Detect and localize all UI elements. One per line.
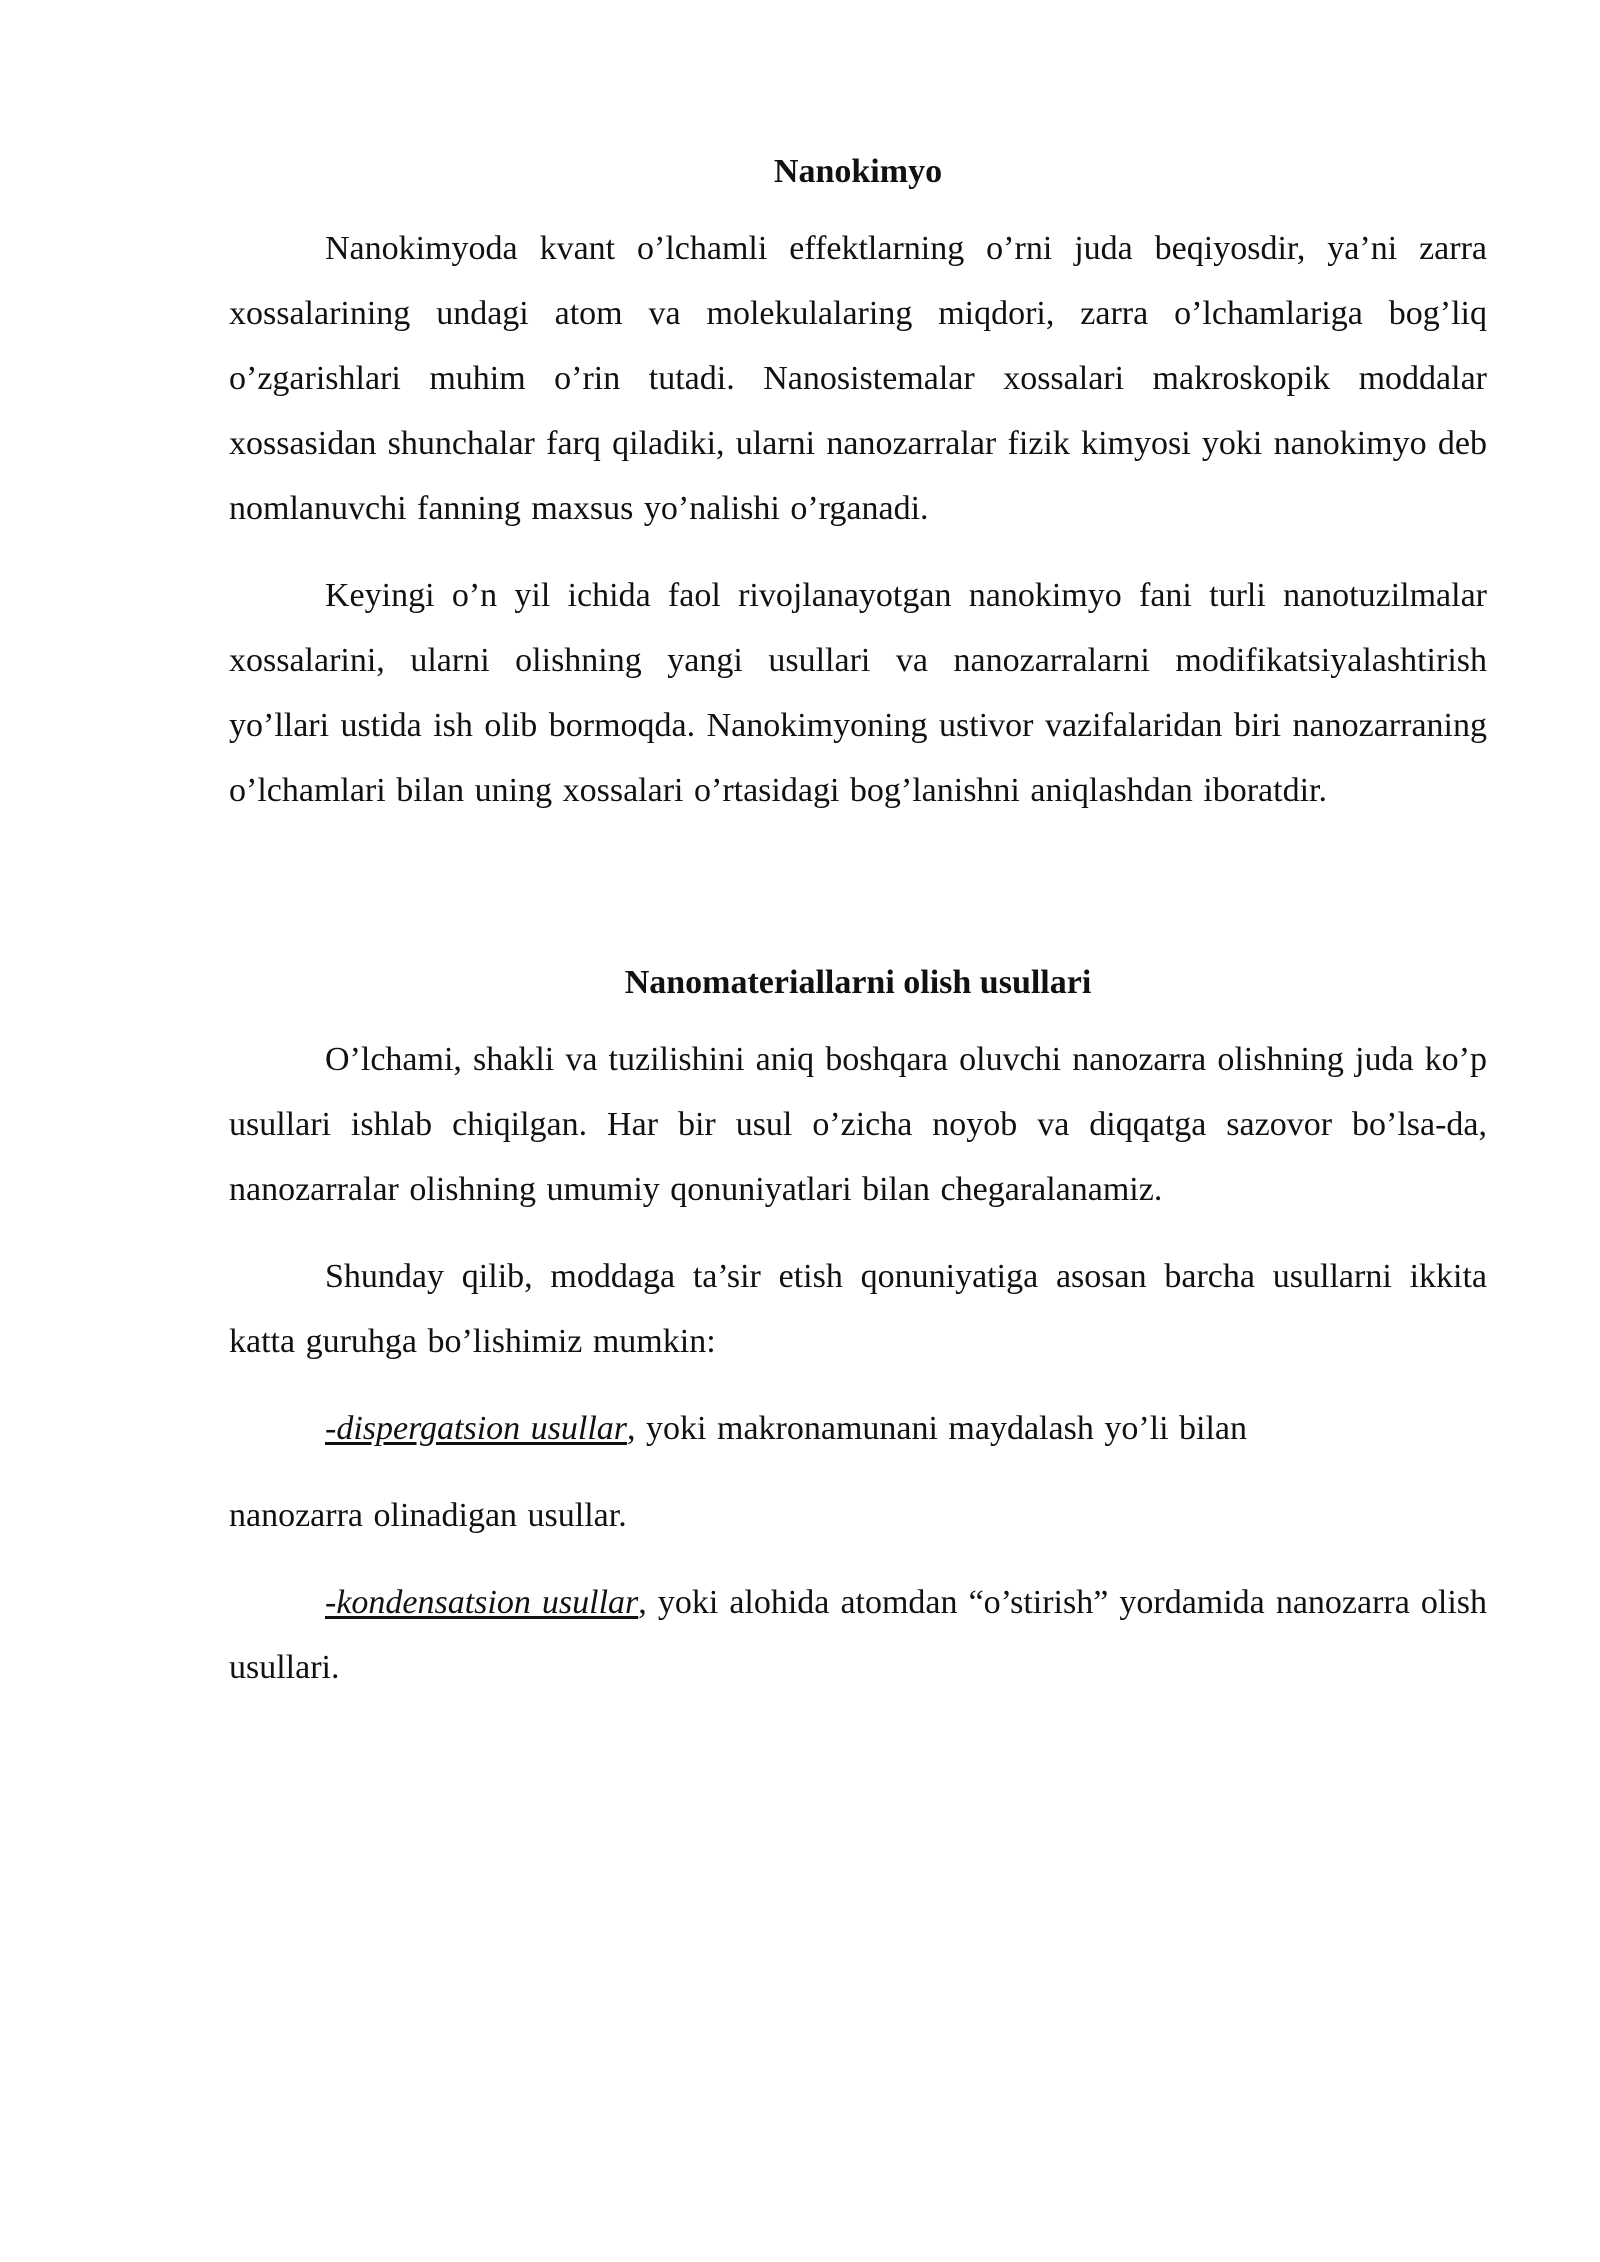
term-dispergatsion: -dispergatsion usullar bbox=[325, 1410, 628, 1448]
paragraph-methods-intro: O’lchami, shakli va tuzilishini aniq boshqara oluvchi nanozarra olishning juda ko’p usullari ishlab chiqilgan. Har bir usul o’zicha noyob va diqqatga sazovor bo’lsa-da, nanozarralar olishning umumiy qonuniyatlari bilan chegaralanamiz. bbox=[229, 1041, 1487, 1209]
document-page bbox=[229, 150, 1487, 1722]
list-item-first-line-text: , yoki makronamunani maydalash yo’li bilan bbox=[627, 1410, 1248, 1448]
list-item-condensation-methods bbox=[229, 1570, 1487, 1700]
paragraph-nanochemistry-development: Keyingi o’n yil ichida faol rivojlanayotgan nanokimyo fani turli nanotuzilmalar xossalarini, ularni olishning yangi usullari va nanozarralarni modifikatsiyalashtirish yo’llari ustida ish olib bormoqda. Nanokimyoning ustivor vazifalaridan biri nanozarraning o’lchamlari bilan uning xossalari o’rtasidagi bog’lanishni aniqlashdan iboratdir. bbox=[229, 577, 1487, 810]
paragraph-quantum-effects: Nanokimyoda kvant o’lchamli effektlarning o’rni juda beqiyosdir, ya’ni zarra xossalarining undagi atom va molekulalaring miqdori, zarra o’lchamlariga bog’liq o’zgarishlari muhim o’rin tutadi. Nanosistemalar xossalari makroskopik moddalar xossasidan shunchalar farq qiladiki, ularni nanozarralar fizik kimyosi yoki nanokimyo deb nomlanuvchi fanning maxsus yo’nalishi o’rganadi. bbox=[229, 230, 1487, 528]
list-item-continuation: nanozarra olinadigan usullar. bbox=[229, 1497, 627, 1535]
section-title-methods: Nanomateriallarni olish usullari bbox=[624, 964, 1092, 1002]
list-item-first-line bbox=[229, 1396, 1487, 1483]
section-title-nanokimyo: Nanokimyo bbox=[773, 153, 943, 190]
list-item-dispersion-methods bbox=[229, 1396, 1487, 1548]
paragraph-two-groups: Shunday qilib, moddaga ta’sir etish qonuniyatiga asosan barcha usullarni ikkita katta guruhga bo’lishimiz mumkin: bbox=[229, 1258, 1487, 1361]
list-item-condensation-text: , yoki alohida atomdan “o’stirish” yordamida nanozarra olish usullari. bbox=[229, 1584, 1487, 1687]
term-kondensatsion: -kondensatsion usullar bbox=[325, 1584, 639, 1622]
